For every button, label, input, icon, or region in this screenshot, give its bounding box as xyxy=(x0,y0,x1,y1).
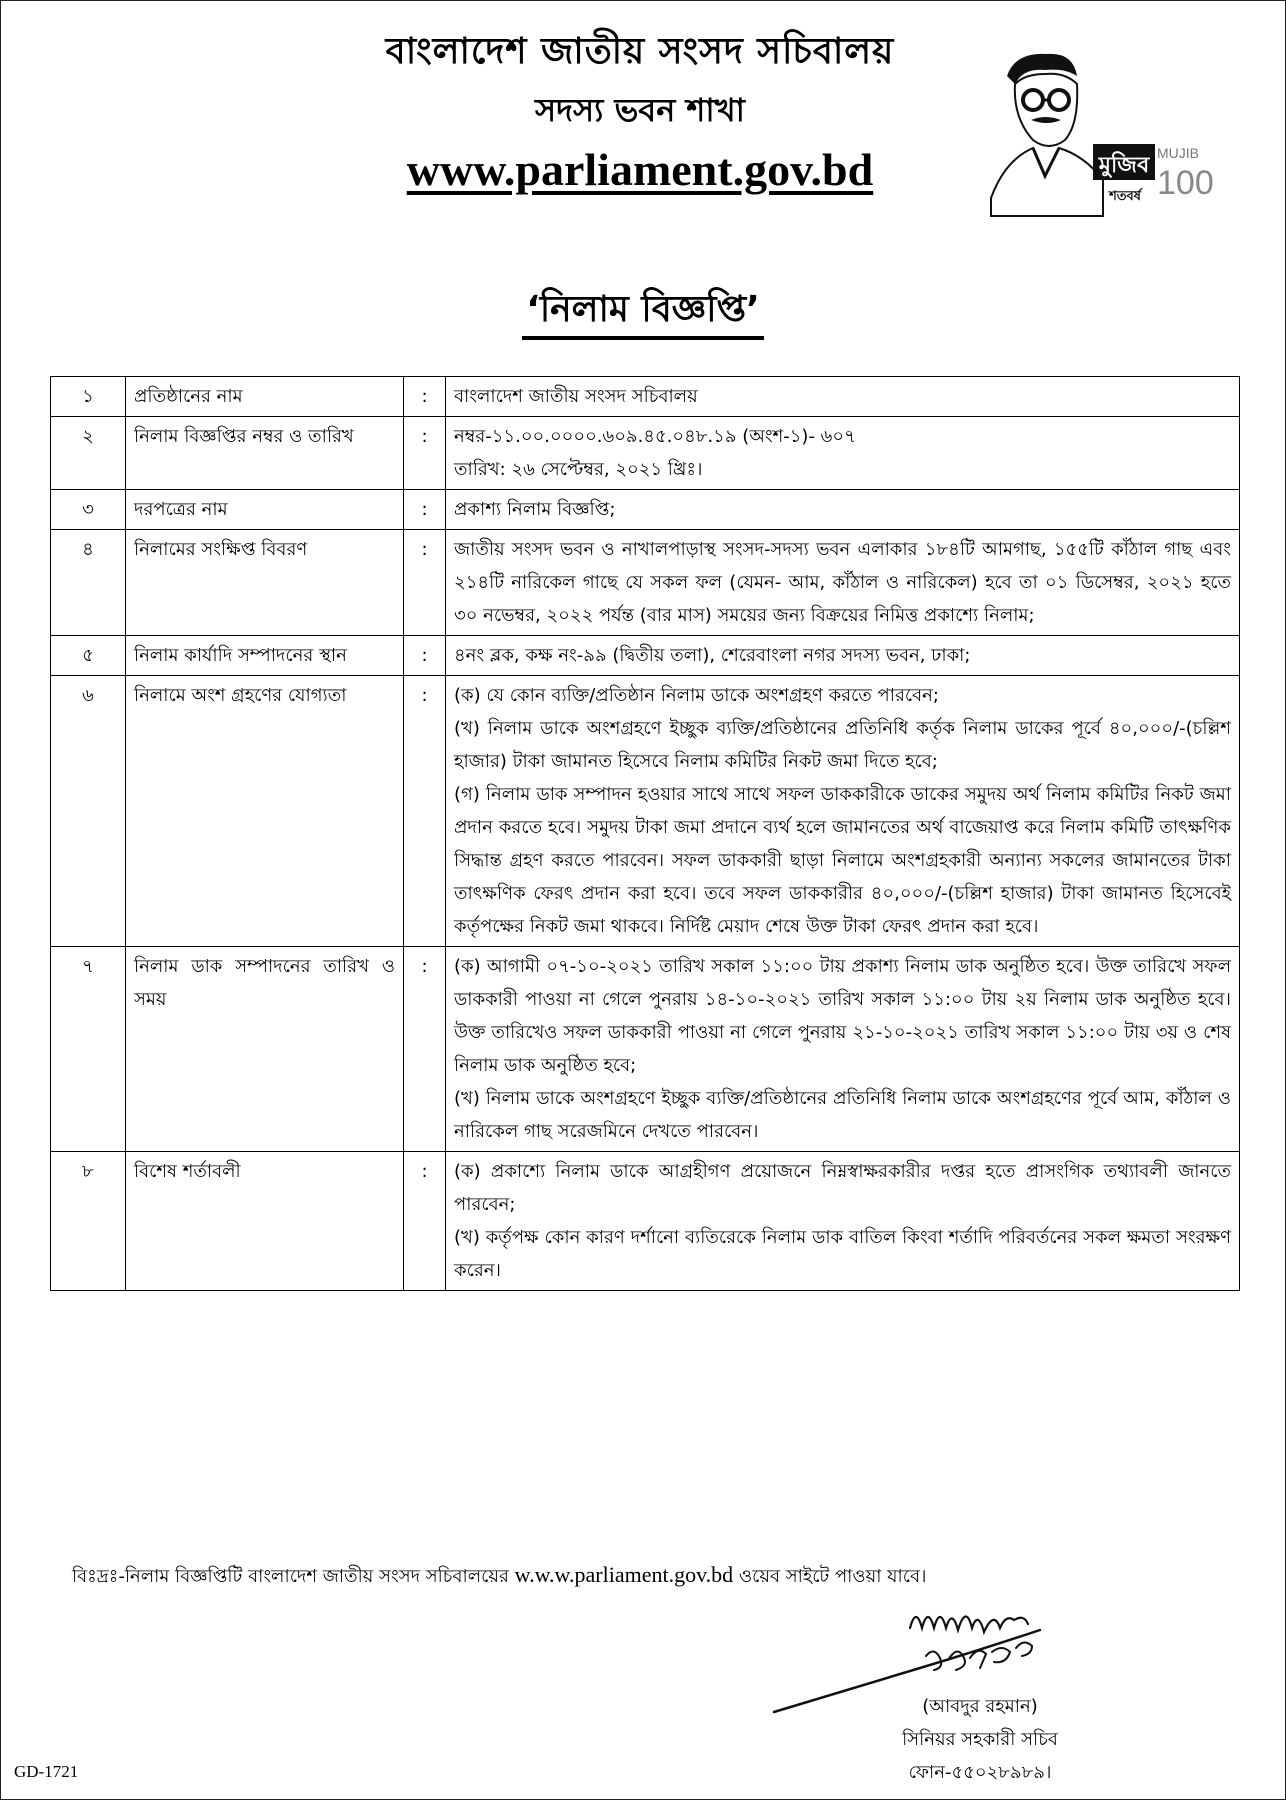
row-colon: : xyxy=(404,947,446,1152)
logo-number: 100 xyxy=(1157,164,1214,202)
signatory-block xyxy=(800,1690,1160,1789)
footer-note-url: w.w.w.parliament.gov.bd xyxy=(514,1562,734,1587)
row-number: ২ xyxy=(51,417,126,490)
row-value xyxy=(446,676,1240,947)
row-value xyxy=(446,377,1240,417)
value-line: (খ) কর্তৃপক্ষ কোন কারণ দর্শানো ব্যতিরেকে নিলাম ডাক বাতিল কিংবা শর্তাদি পরিবর্তনের সকল ক্ষমতা সংরক্ষণ করেন। xyxy=(454,1227,1231,1281)
row-colon: : xyxy=(404,1152,446,1291)
value-line: (গ) নিলাম ডাক সম্পাদন হওয়ার সাথে সাথে সফল ডাককারীকে ডাকের সমুদয় অর্থ নিলাম কমিটির নিকট জমা প্রদান করতে হবে। সমুদয় টাকা জমা প্রদানে ব্যর্থ হলে জামানতের অর্থ বাজেয়াপ্ত করে নিলাম কমিটি তাৎক্ষণিক সিদ্ধান্ত গ্রহণ করতে পারবেন। সফল ডাককারী ছাড়া নিলামে অংশগ্রহকারী অন্যান্য সকলের জামানতের টাকা তাৎক্ষণিক ফেরৎ প্রদান করা হবে। তবে সফল ডাককারীর ৪০,০০০/-(চল্লিশ হাজার) টাকা জামানত হিসেবেই কর্তৃপক্ষের নিকট জমা থাকবে। নির্দিষ্ট মেয়াদ শেষে উক্ত টাকা ফেরৎ প্রদান করা হবে। xyxy=(454,784,1231,937)
row-label: নিলামে অংশ গ্রহণের যোগ্যতা xyxy=(126,676,404,947)
footer-note-prefix: বিঃদ্রঃ-নিলাম বিজ্ঞপ্তিটি বাংলাদেশ জাতীয় সংসদ সচিবালয়ের xyxy=(72,1566,515,1587)
row-number: ৪ xyxy=(51,530,126,636)
portrait-coat xyxy=(991,148,1103,216)
document-code: GD-1721 xyxy=(14,1762,79,1781)
logo-bengali-text: মুজিব xyxy=(1098,153,1150,178)
mujib-100-logo xyxy=(985,48,1214,216)
table-row xyxy=(51,947,1240,1152)
value-line: প্রকাশ্য নিলাম বিজ্ঞপ্তি; xyxy=(454,499,616,520)
row-colon: : xyxy=(404,377,446,417)
footer-note xyxy=(72,1560,1262,1592)
value-line: (খ) নিলাম ডাকে অংশগ্রহণে ইচ্ছুক ব্যক্তি/প্রতিষ্ঠানের প্রতিনিধি কর্তৃক নিলাম ডাকের পূর্বে ৪০,০০০/-(চল্লিশ হাজার) টাকা জামানত হিসেবে নিলাম কমিটির নিকট জমা দিতে হবে; xyxy=(454,718,1231,772)
table-row xyxy=(51,636,1240,676)
row-number: ১ xyxy=(51,377,126,417)
row-value xyxy=(446,530,1240,636)
row-value xyxy=(446,1152,1240,1291)
table-row xyxy=(51,377,1240,417)
row-value xyxy=(446,636,1240,676)
signatory-name: (আবদুর রহমান) xyxy=(922,1696,1038,1717)
row-number: ৫ xyxy=(51,636,126,676)
table-row xyxy=(51,1152,1240,1291)
row-number: ৭ xyxy=(51,947,126,1152)
row-colon: : xyxy=(404,490,446,530)
row-colon: : xyxy=(404,417,446,490)
table-row xyxy=(51,530,1240,636)
row-value xyxy=(446,490,1240,530)
organization-name: বাংলাদেশ জাতীয় সংসদ সচিবালয় xyxy=(385,31,895,72)
logo-subtext: শতবর্ষ xyxy=(1109,189,1141,204)
notice-title: ‘নিলাম বিজ্ঞপ্তি’ xyxy=(522,286,764,340)
letterhead xyxy=(230,22,1050,200)
value-line: (ক) যে কোন ব্যক্তি/প্রতিষ্ঠান নিলাম ডাকে অংশগ্রহণ করতে পারবেন; xyxy=(454,685,939,706)
value-line: (ক) প্রকাশ্যে নিলাম ডাকে আগ্রহীগণ প্রয়োজনে নিম্নস্বাক্ষরকারীর দপ্তর হতে প্রাসংগিক তথ্যাবলী জানতে পারবেন; xyxy=(454,1161,1231,1215)
notice-table xyxy=(50,376,1240,1291)
row-label: বিশেষ শর্তাবলী xyxy=(126,1152,404,1291)
footer-note-suffix: ওয়েব সাইটে পাওয়া যাবে। xyxy=(733,1566,927,1587)
row-label: নিলাম বিজ্ঞপ্তির নম্বর ও তারিখ xyxy=(126,417,404,490)
row-colon: : xyxy=(404,530,446,636)
row-value xyxy=(446,417,1240,490)
row-value xyxy=(446,947,1240,1152)
table-row xyxy=(51,676,1240,947)
row-colon: : xyxy=(404,676,446,947)
value-line: বাংলাদেশ জাতীয় সংসদ সচিবালয় xyxy=(454,386,698,407)
row-colon: : xyxy=(404,636,446,676)
row-label: নিলামের সংক্ষিপ্ত বিবরণ xyxy=(126,530,404,636)
value-line: জাতীয় সংসদ ভবন ও নাখালপাড়াস্থ সংসদ-সদস্য ভবন এলাকার ১৮৪টি আমগাছ, ১৫৫টি কাঁঠাল গাছ এবং ২১৪টি নারিকেল গাছে যে সকল ফল (যেমন- আম, কাঁঠাল ও নারিকেল) হবে তা ০১ ডিসেম্বর, ২০২১ হতে ৩০ নভেম্বর, ২০২২ পর্যন্ত (বার মাস) সময়ের জন্য বিক্রয়ের নিমিত্ত প্রকাশ্যে নিলাম; xyxy=(454,539,1231,626)
row-number: ৮ xyxy=(51,1152,126,1291)
table-row xyxy=(51,417,1240,490)
row-label: প্রতিষ্ঠানের নাম xyxy=(126,377,404,417)
value-line: ৪নং ব্লক, কক্ষ নং-৯৯ (দ্বিতীয় তলা), শেরেবাংলা নগর সদস্য ভবন, ঢাকা; xyxy=(454,645,971,666)
table-row xyxy=(51,490,1240,530)
row-number: ৩ xyxy=(51,490,126,530)
signatory-designation: সিনিয়র সহকারী সচিব xyxy=(902,1729,1058,1750)
row-label: নিলাম কার্যাদি সম্পাদনের স্থান xyxy=(126,636,404,676)
title-wrap xyxy=(0,286,1286,340)
row-label: দরপত্রের নাম xyxy=(126,490,404,530)
row-label: নিলাম ডাক সম্পাদনের তারিখ ও সময় xyxy=(126,947,404,1152)
value-line: তারিখ: ২৬ সেপ্টেম্বর, ২০২১ খ্রিঃ। xyxy=(454,459,703,480)
value-line: (ক) আগামী ০৭-১০-২০২১ তারিখ সকাল ১১:০০ টায় প্রকাশ্য নিলাম ডাক অনুষ্ঠিত হবে। উক্ত তারিখে সফল ডাককারী পাওয়া না গেলে পুনরায় ১৪-১০-২০২১ তারিখ সকাল ১১:০০ টায় ২য় নিলাম ডাক অনুষ্ঠিত হবে। উক্ত তারিখেও সফল ডাককারী পাওয়া না গেলে পুনরায় ২১-১০-২০২১ তারিখ সকাল ১১:০০ টায় ৩য় ও শেষ নিলাম ডাক অনুষ্ঠিত হবে; xyxy=(454,956,1231,1076)
signatory-phone: ফোন-৫৫০২৮৯৮৯। xyxy=(908,1762,1052,1783)
branch-name: সদস্য ভবন শাখা xyxy=(535,91,745,129)
row-number: ৬ xyxy=(51,676,126,947)
portrait-face xyxy=(1015,74,1077,146)
logo-english-text: MUJIB xyxy=(1157,145,1199,161)
value-line: (খ) নিলাম ডাকে অংশগ্রহণে ইচ্ছুক ব্যক্তি/প্রতিষ্ঠানের প্রতিনিধি নিলাম ডাকে অংশগ্রহণের পূর্বে আম, কাঁঠাল ও নারিকেল গাছ সরেজমিনে দেখতে পারবেন। xyxy=(454,1088,1231,1142)
website-url: www.parliament.gov.bd xyxy=(406,144,874,195)
value-line: নম্বর-১১.০০.০০০০.৬০৯.৪৫.০৪৮.১৯ (অংশ-১)- ৬০৭ xyxy=(454,426,856,447)
